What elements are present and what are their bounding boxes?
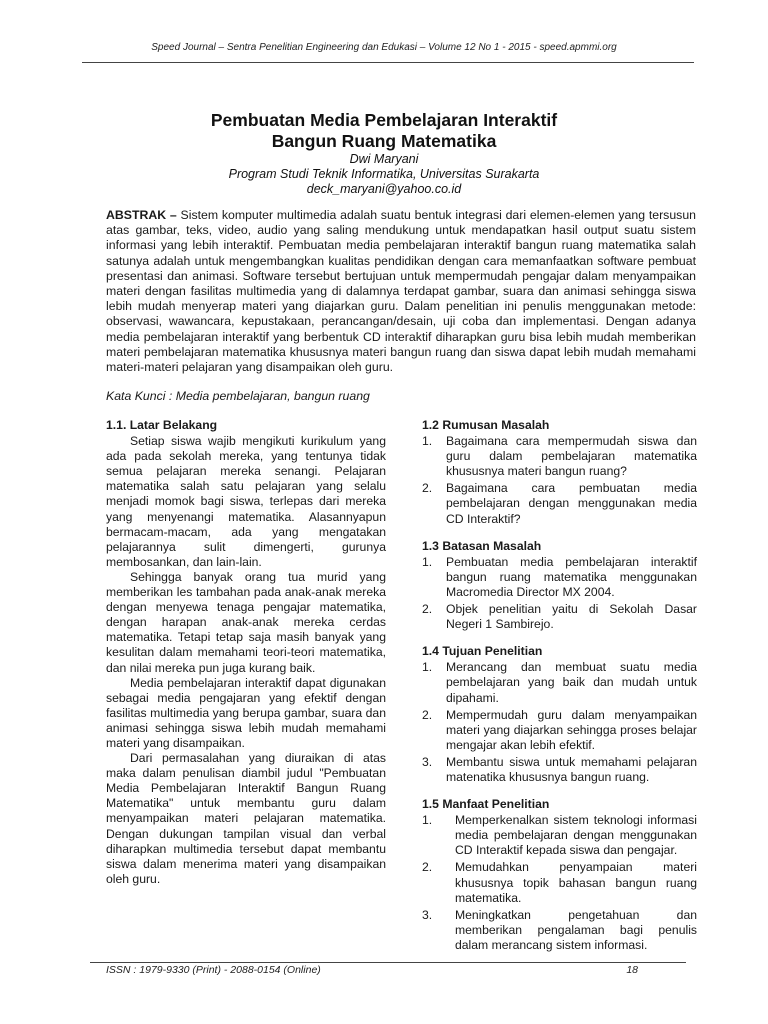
section-heading-latar-belakang: 1.1. Latar Belakang	[106, 418, 218, 432]
list-item-text: Pembuatan media pembelajaran interaktif bangun ruang matematika menggunakan Macromedia Director MX 2004.	[446, 554, 697, 599]
author-name: Dwi Maryani	[349, 152, 419, 166]
list-item	[422, 660, 697, 705]
list-item-text: Bagaimana cara mempermudah siswa dan guru dalam pembelajaran matematika khususnya materi bangun ruang?	[446, 434, 697, 479]
author-affiliation: Program Studi Teknik Informatika, Universitas Surakarta	[228, 167, 540, 181]
list-number: 2.	[422, 602, 433, 617]
abstract	[106, 208, 696, 375]
list-item-text: Meningkatkan pengetahuan dan memberikan pengalaman bagi penulis dalam merancang sistem informasi.	[455, 907, 697, 952]
title-line-1: Pembuatan Media Pembelajaran Interaktif	[210, 110, 558, 130]
list-item-text: Memudahkan penyampaian materi khususnya topik bahasan bangun ruang matematika.	[455, 860, 697, 905]
numbered-list	[422, 555, 697, 632]
footer-divider	[90, 962, 686, 963]
body-paragraph: Setiap siswa wajib mengikuti kurikulum yang ada pada sekolah mereka, yang tentunya tidak semua pelajaran mereka senangi. Pelajaran matematika salah satu pelajaran yang selalu menjadi momok bagi siswa, terlepas dari mereka yang menyenangi matematika. Alasannyapun bermacam-macam, ada yang mengatakan pelajarannya sulit dimengerti, gurunya membosankan, dan lain-lain.	[106, 434, 386, 569]
list-number: 2.	[422, 481, 433, 496]
body-paragraph: Dari permasalahan yang diuraikan di atas maka dalam penulisan diambil judul "Pembuatan Media Pembelajaran Interaktif Bangun Ruang Matematika" untuk membantu guru dalam menyampaikan materi pelajaran matematika. Dengan dukungan tampilan visual dan verbal diharapkan multimedia tersebut dapat membantu siswa dalam menerima materi yang disampaikan oleh guru.	[106, 751, 386, 886]
list-item-text: Memperkenalkan sistem teknologi informasi media pembelajaran dengan menggunakan CD Interaktif kepada siswa dan pengajar.	[455, 813, 697, 858]
list-item	[422, 434, 697, 479]
body-paragraph: Media pembelajaran interaktif dapat digunakan sebagai media pengajaran yang efektif dengan fasilitas multimedia yang berupa gambar, suara dan animasi sehingga siswa lebih mudah memahami materi yang disampaikan.	[106, 675, 386, 750]
list-number: 1.	[422, 660, 433, 675]
left-column	[106, 418, 386, 887]
list-number: 2.	[422, 860, 433, 875]
numbered-list	[422, 660, 697, 785]
section-heading-manfaat-penelitian: 1.5 Manfaat Penelitian	[422, 797, 550, 812]
footer-issn: ISSN : 1979-9330 (Print) - 2088-0154 (Online)	[106, 964, 321, 976]
paper-title	[0, 110, 768, 152]
numbered-list	[422, 434, 697, 527]
list-item	[422, 555, 697, 600]
list-item	[422, 860, 697, 905]
list-number: 3.	[422, 754, 433, 769]
list-number: 1.	[422, 813, 433, 828]
list-item	[422, 602, 697, 632]
list-item-text: Mempermudah guru dalam menyampaikan materi yang diajarkan sehingga proses belajar mengajar akan lebih efektif.	[446, 707, 697, 752]
list-item-text: Merancang dan membuat suatu media pembelajaran yang baik dan mudah untuk dipahami.	[446, 660, 697, 705]
list-number: 2.	[422, 707, 433, 722]
list-item	[422, 813, 697, 858]
list-number: 1.	[422, 554, 433, 569]
page-number: 18	[626, 964, 638, 976]
list-item	[422, 908, 697, 953]
list-item	[422, 481, 697, 526]
list-item-text: Bagaimana cara pembuatan media pembelajaran dengan menggunakan media CD Interaktif?	[446, 481, 697, 526]
list-item	[422, 708, 697, 753]
author-email[interactable]: deck_maryani@yahoo.co.id	[306, 182, 462, 196]
list-item	[422, 755, 697, 785]
numbered-list	[422, 813, 697, 953]
section-heading-rumusan-masalah: 1.2 Rumusan Masalah	[422, 418, 550, 432]
abstract-text: Sistem komputer multimedia adalah suatu bentuk integrasi dari elemen-elemen yang tersusun atas gambar, teks, video, audio yang saling mendukung untuk mendapatkan hasil output suatu sistem informasi yang lebih interaktif. Pembuatan media pembelajaran interaktif bangun ruang matematika salah satunya adalah untuk mengembangkan kualitas pendidikan dengan cara memanfaatkan software pembuat presentasi dan animasi. Software tersebut bertujuan untuk mempermudah pengajar dalam menyampaikan materi dengan fasilitas multimedia yang di dalamnya terdapat gambar, suara dan animasi sehingga siswa lebih mudah menyerap materi yang diajarkan guru. Dalam penelitian ini penulis menggunakan metode: observasi, wawancara, kepustakaan, perancangan/desain, uji coba dan implementasi. Dengan adanya media pembelajaran interaktif yang berbentuk CD interaktif diharapkan guru bisa lebih mudah memberikan materi pembelajaran matematika khususnya materi bangun ruang dan siswa dapat lebih mudah memahami materi-materi pelajaran yang disampaikan oleh guru.	[106, 208, 696, 375]
author-block	[0, 152, 768, 197]
list-item-text: Membantu siswa untuk memahami pelajaran matenatika khususnya bangun ruang.	[446, 754, 697, 784]
keywords: Kata Kunci : Media pembelajaran, bangun ruang	[106, 389, 370, 403]
abstract-label: ABSTRAK –	[106, 208, 177, 222]
list-item-text: Objek penelitian yaitu di Sekolah Dasar Negeri 1 Sambirejo.	[446, 602, 697, 632]
list-number: 3.	[422, 907, 433, 922]
running-header: Speed Journal – Sentra Penelitian Engineering dan Edukasi – Volume 12 No 1 - 2015 - speed.apmmi.org	[151, 42, 617, 53]
list-number: 1.	[422, 434, 433, 449]
body-paragraph: Sehingga banyak orang tua murid yang memberikan les tambahan pada anak-anak mereka dengan menyewa tenaga pengajar matematika, dengan harapan anak-anak mereka cerdas matematika. Tetapi tetap saja masih banyak yang kesulitan dalam memahami teori-teori matematika, dan nilai mereka pun juga kurang baik.	[106, 569, 386, 675]
section-heading-tujuan-penelitian: 1.4 Tujuan Penelitian	[422, 644, 543, 659]
section-heading-batasan-masalah: 1.3 Batasan Masalah	[422, 538, 542, 553]
right-column	[422, 418, 697, 965]
title-line-2: Bangun Ruang Matematika	[271, 131, 497, 151]
header-divider	[82, 62, 694, 63]
